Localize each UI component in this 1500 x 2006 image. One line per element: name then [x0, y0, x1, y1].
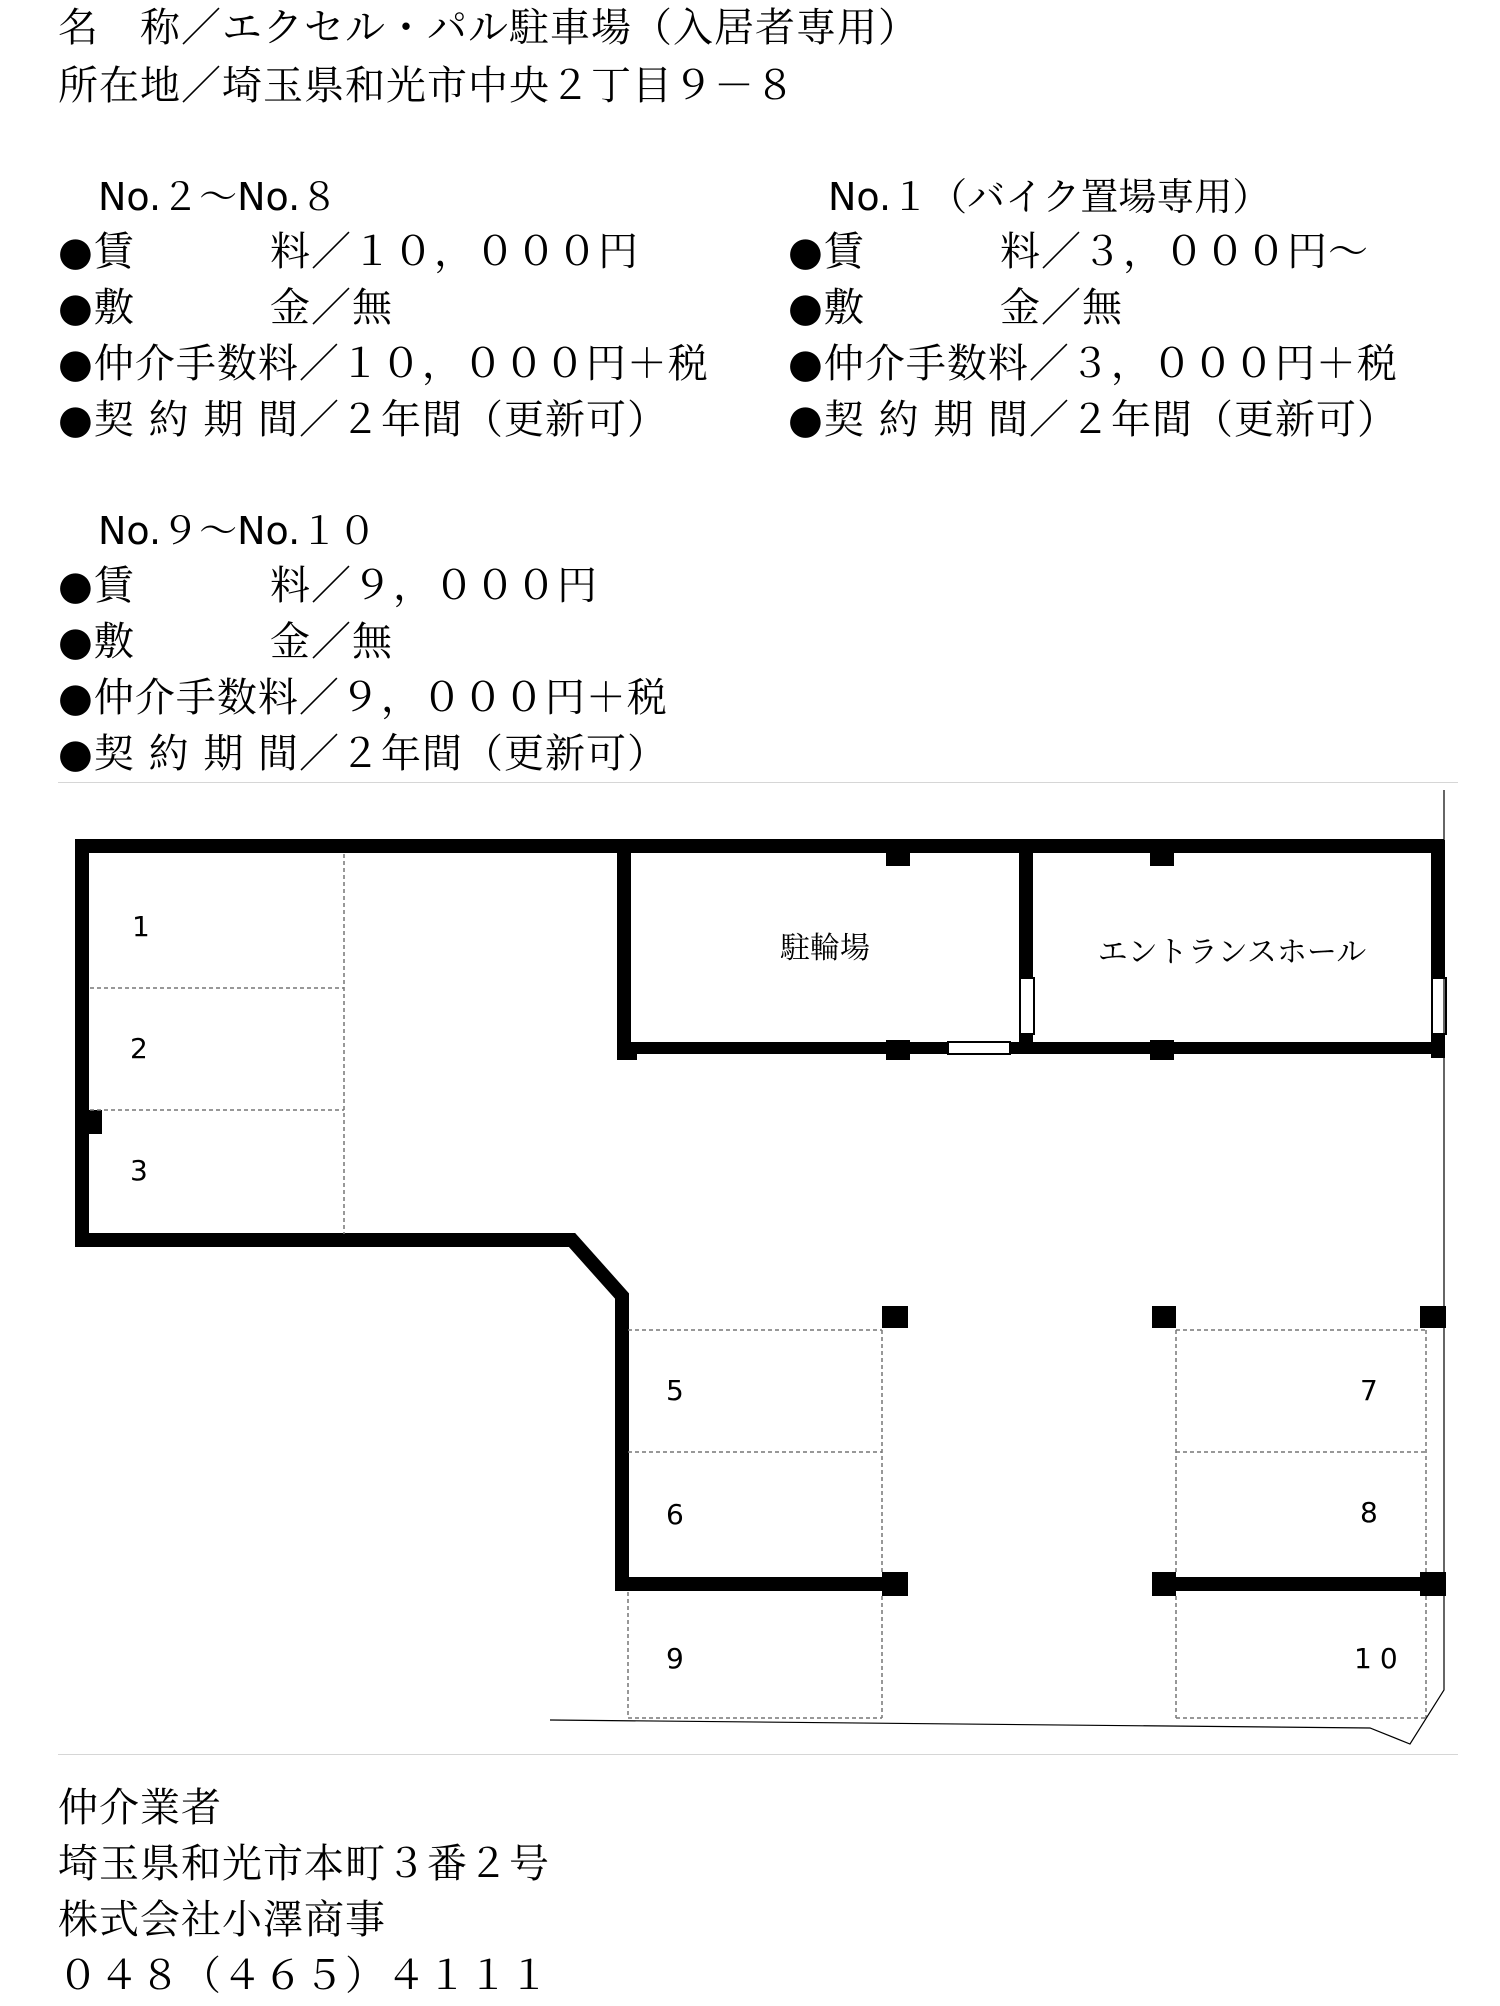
deposit-value: 無 — [1082, 285, 1123, 331]
space-number: 2 — [130, 1032, 148, 1065]
rent-label-tail: 料／ — [270, 229, 352, 275]
space-number: 9 — [666, 1642, 684, 1675]
plan-9-10-fee — [58, 672, 668, 724]
plan-1-deposit — [788, 282, 1123, 334]
pillar — [1152, 1572, 1176, 1596]
term-label: ●契 約 期 間／ — [58, 731, 341, 777]
plan-9-10-rent — [58, 560, 598, 612]
space-number: 7 — [1360, 1374, 1378, 1407]
plan-title-2-8: No.２～No.８ — [98, 175, 339, 219]
rent-label: ●賃 — [58, 563, 135, 609]
space-number: 3 — [130, 1154, 148, 1187]
partition-window — [1020, 978, 1034, 1034]
deposit-label: ●敷 — [788, 285, 865, 331]
pillar — [1420, 1572, 1446, 1596]
pillar — [1152, 1306, 1176, 1328]
plan-9-10-term — [58, 728, 668, 780]
deposit-value: 無 — [352, 619, 393, 665]
pillar — [882, 1572, 908, 1596]
agent-phone: ０４８（４６５）４１１１ — [58, 1953, 550, 1999]
plan-title-1: No.１（バイク置場専用） — [828, 175, 1271, 219]
deposit-value: 無 — [352, 285, 393, 331]
term-value: ２年間（更新可） — [340, 731, 669, 777]
pillar — [1150, 1040, 1174, 1060]
term-value: ２年間（更新可） — [1070, 397, 1399, 443]
pillar — [882, 1306, 908, 1328]
plan-title-9-10: No.９～No.１０ — [98, 509, 377, 553]
property-address: 所在地／埼玉県和光市中央２丁目９－８ — [58, 63, 796, 109]
bike-parking-label: 駐輪場 — [780, 931, 870, 966]
space-number: 10 — [1354, 1642, 1406, 1675]
outer-wall — [82, 846, 622, 1584]
term-value: ２年間（更新可） — [340, 397, 669, 443]
rent-label-tail: 料／ — [270, 563, 352, 609]
deposit-label-tail: 金／ — [1000, 285, 1082, 331]
site-boundary — [550, 790, 1444, 1744]
plan-2-8-deposit — [58, 282, 393, 334]
wall-notch — [82, 1110, 102, 1134]
agent-address: 埼玉県和光市本町３番２号 — [58, 1841, 550, 1887]
deposit-label: ●敷 — [58, 619, 135, 665]
fee-label: ●仲介手数料／ — [58, 341, 340, 387]
fee-label: ●仲介手数料／ — [788, 341, 1070, 387]
fee-value: ９，０００円＋税 — [339, 675, 668, 721]
parking-floor-plan — [0, 780, 1500, 1760]
fee-value: １０，０００円＋税 — [339, 341, 709, 387]
entrance-hall-label: エントランスホール — [1097, 935, 1367, 970]
fee-label: ●仲介手数料／ — [58, 675, 340, 721]
plan-2-8-fee — [58, 338, 709, 390]
bike-room-door — [948, 1042, 1010, 1054]
rent-value: ９，０００円 — [352, 563, 598, 609]
space-lines-1-3 — [90, 854, 344, 1234]
plan-1-rent — [788, 226, 1369, 278]
space-number: 6 — [666, 1498, 684, 1531]
term-label: ●契 約 期 間／ — [58, 397, 341, 443]
rent-value: ３，０００円～ — [1082, 229, 1369, 275]
agent-company: 株式会社小澤商事 — [58, 1897, 386, 1943]
rent-label: ●賃 — [788, 229, 865, 275]
pillar — [886, 1040, 910, 1060]
property-name: 名 称／エクセル・パル駐車場（入居者専用） — [58, 5, 919, 51]
plan-2-8-term — [58, 394, 668, 446]
rent-value: １０，０００円 — [352, 229, 639, 275]
plan-2-8-rent — [58, 226, 639, 278]
deposit-label-tail: 金／ — [270, 619, 352, 665]
pillar — [1150, 846, 1174, 866]
deposit-label: ●敷 — [58, 285, 135, 331]
space-number: 8 — [1360, 1496, 1378, 1529]
fee-value: ３，０００円＋税 — [1069, 341, 1398, 387]
deposit-label-tail: 金／ — [270, 285, 352, 331]
pillar — [617, 1042, 637, 1060]
pillar — [886, 846, 910, 866]
plan-1-term — [788, 394, 1398, 446]
divider-bottom — [58, 1754, 1458, 1755]
space-number: 5 — [666, 1374, 684, 1407]
rent-label: ●賃 — [58, 229, 135, 275]
pillar — [1420, 1306, 1446, 1328]
rent-label-tail: 料／ — [1000, 229, 1082, 275]
space-number: 1 — [132, 910, 150, 943]
term-label: ●契 約 期 間／ — [788, 397, 1071, 443]
agent-label: 仲介業者 — [58, 1785, 222, 1831]
plan-9-10-deposit — [58, 616, 393, 668]
plan-1-fee — [788, 338, 1398, 390]
